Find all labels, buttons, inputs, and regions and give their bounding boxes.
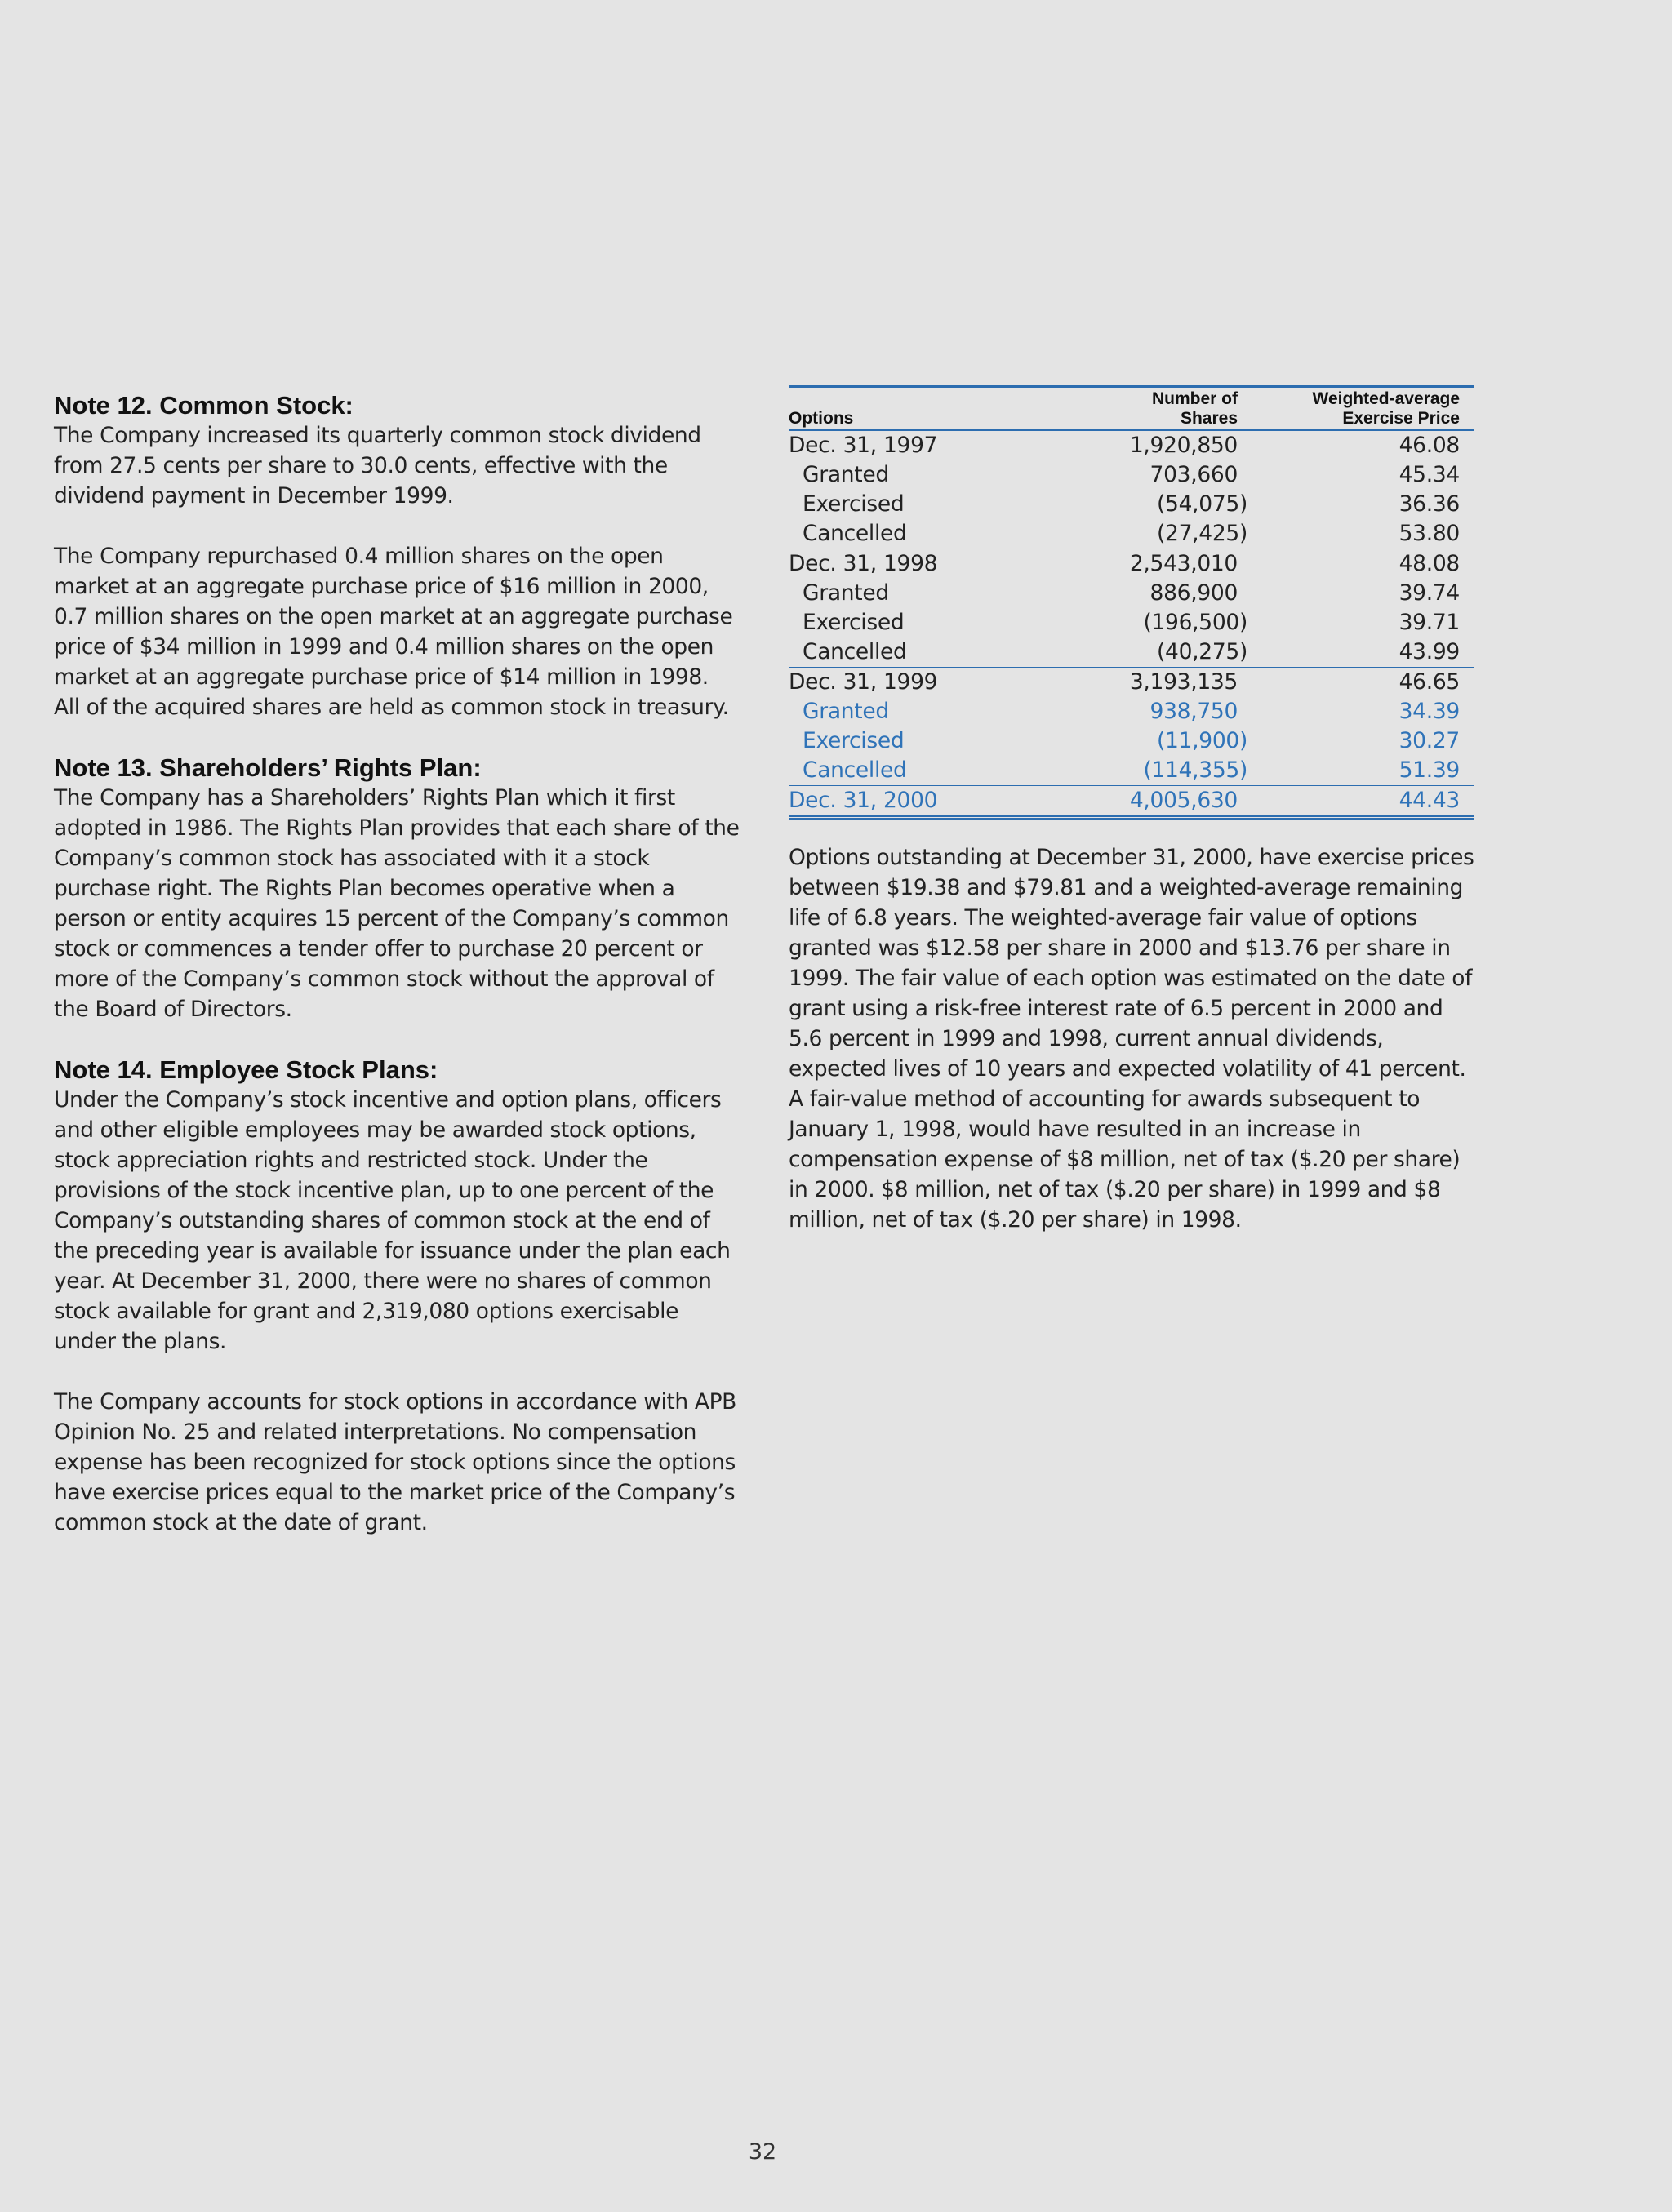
right-column [789, 385, 1474, 1235]
table-row [789, 460, 1474, 490]
row-price: 46.08 [1399, 433, 1460, 458]
row-label: Exercised [803, 728, 905, 753]
row-shares: 703,660 [1150, 462, 1238, 487]
table-row [789, 490, 1474, 519]
row-label: Dec. 31, 1997 [789, 433, 938, 458]
row-label: Cancelled [803, 639, 907, 664]
row-price: 39.71 [1399, 610, 1460, 635]
row-shares: 3,193,135 [1050, 668, 1251, 698]
row-label: Granted [803, 580, 889, 606]
shares-header-line-2: Shares [1180, 409, 1238, 428]
note-14-heading: Note 14. Employee Stock Plans: [54, 1055, 438, 1084]
row-shares: (11,900) [1156, 728, 1247, 753]
note-12-paragraph-1: The Company increased its quarterly common stock dividend from 27.5 cents per share to 30.0 cents, effective with the dividend payment in December 1999. [54, 423, 701, 509]
row-price: 53.80 [1399, 521, 1460, 546]
row-price: 48.08 [1251, 549, 1474, 580]
row-shares: (196,500) [1143, 610, 1247, 635]
table-row [789, 697, 1474, 726]
price-header-line-2: Exercise Price [1342, 409, 1460, 428]
price-header-line-1: Weighted-average [1312, 389, 1460, 408]
note-13-heading: Note 13. Shareholders’ Rights Plan: [54, 753, 482, 782]
row-price: 34.39 [1399, 699, 1460, 724]
price-column-header [1251, 387, 1474, 430]
table-row [789, 519, 1474, 549]
options-column-header: Options [789, 387, 1050, 430]
row-shares: (114,355) [1143, 757, 1247, 783]
row-label: Granted [803, 462, 889, 487]
row-price: 44.43 [1251, 786, 1474, 818]
row-price: 43.99 [1399, 639, 1460, 664]
row-label: Exercised [803, 610, 905, 635]
row-price: 46.65 [1251, 668, 1474, 698]
table-row [789, 786, 1474, 818]
row-label: Exercised [803, 491, 905, 517]
table-row [789, 579, 1474, 608]
table-row [789, 756, 1474, 786]
row-price: 30.27 [1399, 728, 1460, 753]
note-14-paragraph-1: Under the Company’s stock incentive and option plans, officers and other eligible employees may be awarded stock options, stock appreciation rights and restricted stock. Under the provisions of the stock incentive plan, up to one percent of the Company’s outstanding shares of common stock at the end of the preceding year is available for issuance under the plan each year. At December 31, 2000, there were no shares of common stock available for grant and 2,319,080 options exercisable under the plans. [54, 1087, 731, 1354]
row-shares: 4,005,630 [1050, 786, 1251, 818]
row-price: 39.74 [1399, 580, 1460, 606]
table-row [789, 608, 1474, 637]
table-row [789, 637, 1474, 668]
row-price: 36.36 [1399, 491, 1460, 517]
row-label: Dec. 31, 1999 [789, 668, 1050, 698]
shares-header-line-1: Number of [1152, 389, 1238, 408]
row-price: 51.39 [1399, 757, 1460, 783]
table-row [789, 430, 1474, 461]
note-14-paragraph-2: The Company accounts for stock options in accordance with APB Opinion No. 25 and related interpretations. No compensation expense has been recognized for stock options since the options have exercise prices equal to the market price of the Company’s common stock at the date of grant. [54, 1389, 736, 1535]
table-row [789, 726, 1474, 756]
row-label: Dec. 31, 2000 [789, 786, 1050, 818]
options-note-paragraph: Options outstanding at December 31, 2000, have exercise prices between $19.38 and $79.81 and a weighted-average remaining life of 6.8 years. The weighted-average fair value of options granted was $12.58 per share in 2000 and $13.76 per share in 1999. The fair value of each option was estimated on the date of grant using a risk-free interest rate of 6.5 percent in 2000 and 5.6 percent in 1999 and 1998, current annual dividends, expected lives of 10 years and expected volatility of 41 percent. A fair-value method of accounting for awards subsequent to January 1, 1998, would have resulted in an increase in compensation expense of $8 million, net of tax ($.20 per share) in 2000. $8 million, net of tax ($.20 per share) in 1999 and $8 million, net of tax ($.20 per share) in 1998. [789, 845, 1474, 1233]
shares-column-header [1050, 387, 1251, 430]
row-label: Granted [803, 699, 889, 724]
row-label: Cancelled [803, 757, 907, 783]
stock-options-table [789, 385, 1474, 820]
table-row [789, 549, 1474, 580]
row-label: Cancelled [803, 521, 907, 546]
note-12-heading: Note 12. Common Stock: [54, 391, 354, 420]
left-column [54, 390, 740, 1538]
row-shares: 2,543,010 [1050, 549, 1251, 580]
row-label: Dec. 31, 1998 [789, 549, 1050, 580]
page-number: 32 [748, 2139, 777, 2165]
note-12-paragraph-2: The Company repurchased 0.4 million shares on the open market at an aggregate purchase price of $16 million in 2000, 0.7 million shares on the open market at an aggregate purchase price of $34 million in 1999 and 0.4 million shares on the open market at an aggregate purchase price of $14 million in 1998. All of the acquired shares are held as common stock in treasury. [54, 544, 733, 720]
row-shares: 1,920,850 [1129, 433, 1238, 458]
row-shares: (54,075) [1156, 491, 1247, 517]
row-shares: 938,750 [1150, 699, 1238, 724]
row-shares: (40,275) [1156, 639, 1247, 664]
note-13-paragraph-1: The Company has a Shareholders’ Rights Plan which it first adopted in 1986. The Rights Plan provides that each share of the Company’s common stock has associated with it a stock purchase right. The Rights Plan becomes operative when a person or entity acquires 15 percent of the Company’s common stock or commences a tender offer to purchase 20 percent or more of the Company’s common stock without the approval of the Board of Directors. [54, 785, 740, 1022]
row-shares: 886,900 [1150, 580, 1238, 606]
row-price: 45.34 [1399, 462, 1460, 487]
row-shares: (27,425) [1156, 521, 1247, 546]
table-header-row [789, 387, 1474, 430]
table-row [789, 668, 1474, 698]
